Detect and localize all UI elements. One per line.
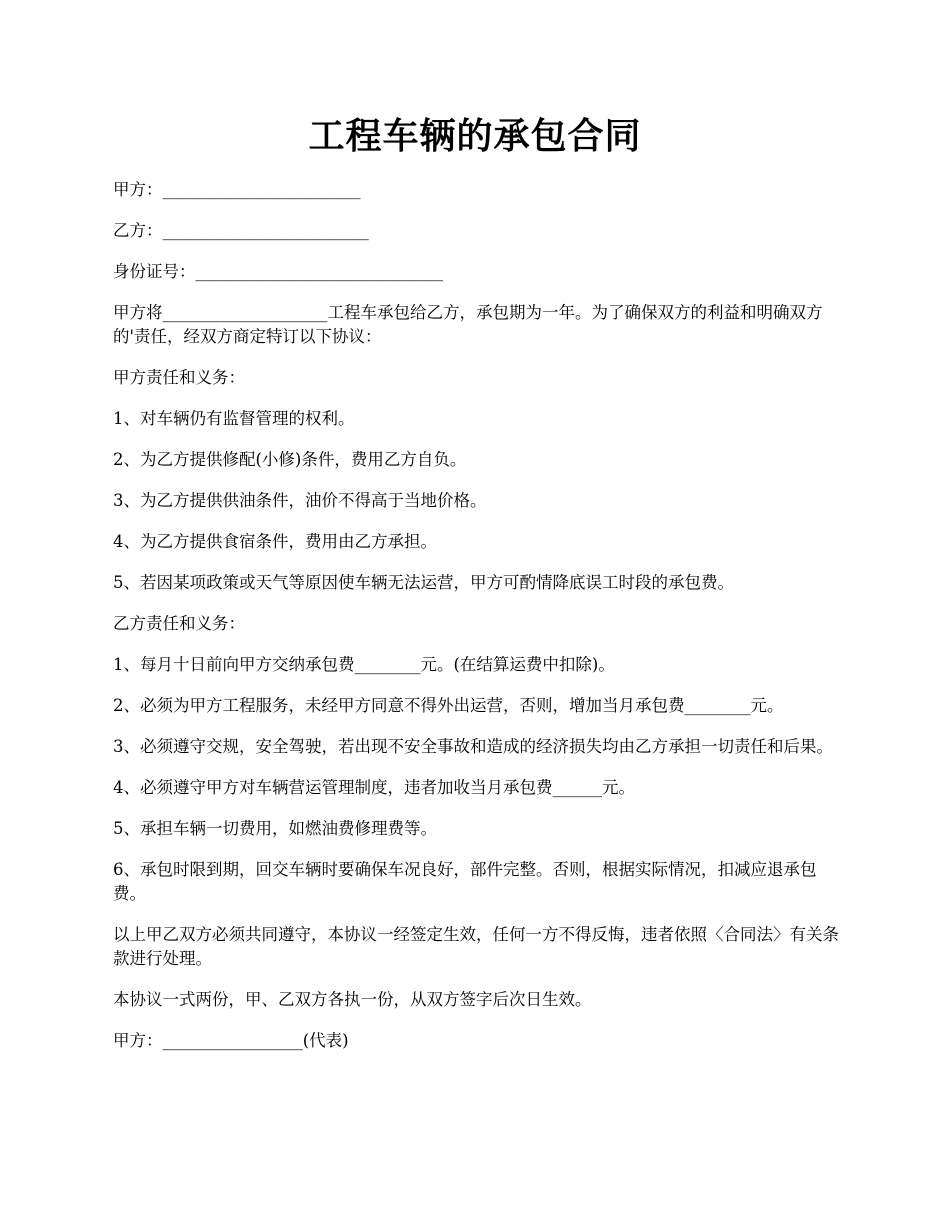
copies-paragraph: 本协议一式两份，甲、乙双方各执一份，从双方签字后次日生效。 bbox=[113, 990, 592, 1009]
party-a-duty-4: 4、为乙方提供食宿条件，费用由乙方承担。 bbox=[113, 532, 437, 551]
document-title: 工程车辆的承包合同 bbox=[308, 115, 642, 157]
party-b-duty-4: 4、必须遵守甲方对车辆营运管理制度，违者加收当月承包费______元。 bbox=[113, 778, 635, 797]
id-number-line: 身份证号：______________________________ bbox=[113, 262, 443, 281]
party-a-duty-5: 5、若因某项政策或天气等原因使车辆无法运营，甲方可酌情降底误工时段的承包费。 bbox=[113, 573, 734, 592]
party-a-duty-3: 3、为乙方提供供油条件，油价不得高于当地价格。 bbox=[113, 491, 487, 510]
party-b-duty-1: 1、每月十日前向甲方交纳承包费________元。(在结算运费中扣除)。 bbox=[113, 655, 615, 674]
party-a-signature-line: 甲方：_________________(代表) bbox=[113, 1031, 349, 1050]
compliance-paragraph: 以上甲乙双方必须共同遵守，本协议一经签定生效，任何一方不得反悔，违者依照〈合同法〉有关条款进行处理。 bbox=[113, 925, 839, 968]
party-b-duty-5: 5、承担车辆一切费用，如燃油费修理费等。 bbox=[113, 819, 437, 838]
party-b-line: 乙方：_________________________ bbox=[113, 221, 369, 240]
party-a-duty-2: 2、为乙方提供修配(小修)条件，费用乙方自负。 bbox=[113, 450, 467, 469]
intro-paragraph: 甲方将____________________工程车承包给乙方，承包期为一年。为了确保双方的利益和明确双方的'责任，经双方商定特订以下协议： bbox=[113, 303, 823, 346]
party-a-duty-1: 1、对车辆仍有监督管理的权利。 bbox=[113, 409, 355, 428]
party-b-duties-heading: 乙方责任和义务： bbox=[113, 614, 245, 633]
document-body bbox=[113, 178, 841, 1070]
party-b-duty-2: 2、必须为甲方工程服务，未经甲方同意不得外出运营，否则，增加当月承包费________元。 bbox=[113, 696, 784, 715]
party-a-line: 甲方：________________________ bbox=[113, 180, 361, 199]
party-b-duty-3: 3、必须遵守交规，安全驾驶，若出现不安全事故和造成的经济损失均由乙方承担一切责任和后果。 bbox=[113, 737, 833, 756]
party-a-duties-heading: 甲方责任和义务： bbox=[113, 368, 245, 387]
party-b-duty-6: 6、承包时限到期，回交车辆时要确保车况良好，部件完整。否则，根据实际情况，扣减应退承包费。 bbox=[113, 860, 817, 903]
